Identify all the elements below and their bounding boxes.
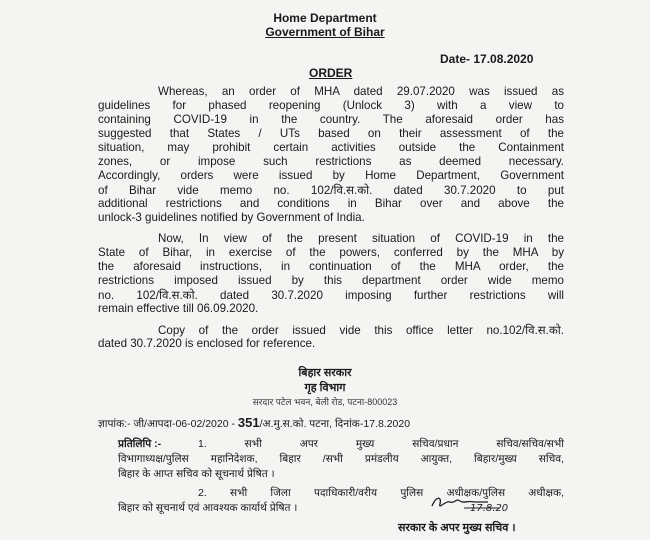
signature-date: 17.8.20 bbox=[470, 503, 509, 514]
signatory-designation: सरकार के अपर मुख्य सचिव । bbox=[398, 522, 516, 534]
paragraph-line: containing COVID-19 in the country. The aforesaid order has bbox=[98, 113, 564, 126]
government-name: Government of Bihar bbox=[265, 25, 385, 39]
copy-to-line: बिहार के आप्त सचिव को सूचनार्थ प्रेषित । bbox=[118, 468, 275, 480]
paragraph-line: dated 30.7.2020 is enclosed for reference. bbox=[98, 337, 316, 350]
paragraph-line: the aforesaid instructions, in continuation of the MHA order, the bbox=[98, 260, 564, 273]
copy-to-line: 2. सभी जिला पदाधिकारी/वरीय पुलिस अधीक्षक/पुलिस अधीक्षक, bbox=[198, 487, 564, 499]
department-name: Home Department bbox=[273, 11, 377, 25]
order-date: Date- 17.08.2020 bbox=[440, 52, 534, 66]
paragraph-line: Now, In view of the present situation of COVID-19 in the bbox=[158, 232, 564, 245]
paragraph-line: situation, may prohibit certain activities outside the Containment bbox=[98, 141, 564, 154]
paragraph-line: of Bihar vide memo no. 102/वि.स.को. dated 30.7.2020 to put bbox=[98, 184, 564, 197]
copy-to-label: प्रतिलिपि :- bbox=[118, 438, 162, 450]
order-title: ORDER bbox=[309, 66, 353, 80]
hindi-govt-name: बिहार सरकार bbox=[298, 367, 352, 379]
copy-to-line: बिहार को सूचनार्थ एवं आवश्यक कार्यार्थ प्रेषित । bbox=[118, 502, 298, 514]
paragraph-line: Copy of the order issued vide this office letter no.102/वि.स.को. bbox=[158, 324, 564, 337]
memo-number: 351 bbox=[237, 415, 260, 430]
paragraph-line: unlock-3 guidelines notified by Government of India. bbox=[98, 211, 365, 224]
paragraph-line: State of Bihar, in exercise of the powers, conferred by the MHA by bbox=[98, 246, 564, 259]
paragraph-line: Whereas, an order of MHA dated 29.07.2020 was issued as bbox=[158, 85, 564, 98]
paragraph-line: restrictions imposed issued by this department order wide memo bbox=[98, 274, 564, 287]
paragraph-line: additional restrictions and conditions in Bihar over and above the bbox=[98, 197, 564, 210]
hindi-address: सरदार पटेल भवन, बेली रोड, पटना-800023 bbox=[252, 397, 398, 407]
memo-suffix: /अ.मु.स.को. पटना, दिनांक-17.8.2020 bbox=[259, 418, 411, 430]
memo-line bbox=[98, 415, 410, 431]
memo-prefix: ज्ञापांक:- जी/आपदा-06-02/2020 - bbox=[98, 418, 235, 430]
copy-to-line: 1. सभी अपर मुख्य सचिव/प्रधान सचिव/सचिव/सभी bbox=[198, 438, 564, 450]
hindi-dept-name: गृह विभाग bbox=[304, 382, 346, 394]
paragraph-line: no. 102/वि.स.को. dated 30.7.2020 imposing further restrictions will bbox=[98, 289, 564, 302]
paragraph-line: suggested that States / UTs based on their assessment of the bbox=[98, 127, 564, 140]
paragraph-line: guidelines for phased reopening (Unlock 3) with a view to bbox=[98, 99, 564, 112]
paragraph-line: Accordingly, orders were issued by Home Department, Government bbox=[98, 169, 564, 182]
paragraph-line: zones, or impose such restrictions as deemed necessary. bbox=[98, 155, 564, 168]
paragraph-line: remain effective till 06.09.2020. bbox=[98, 302, 259, 315]
copy-to-line: विभागाध्यक्ष/पुलिस महानिदेशक, बिहार /सभी प्रमंडलीय आयुक्त, बिहार/मुख्य सचिव, bbox=[118, 453, 564, 465]
